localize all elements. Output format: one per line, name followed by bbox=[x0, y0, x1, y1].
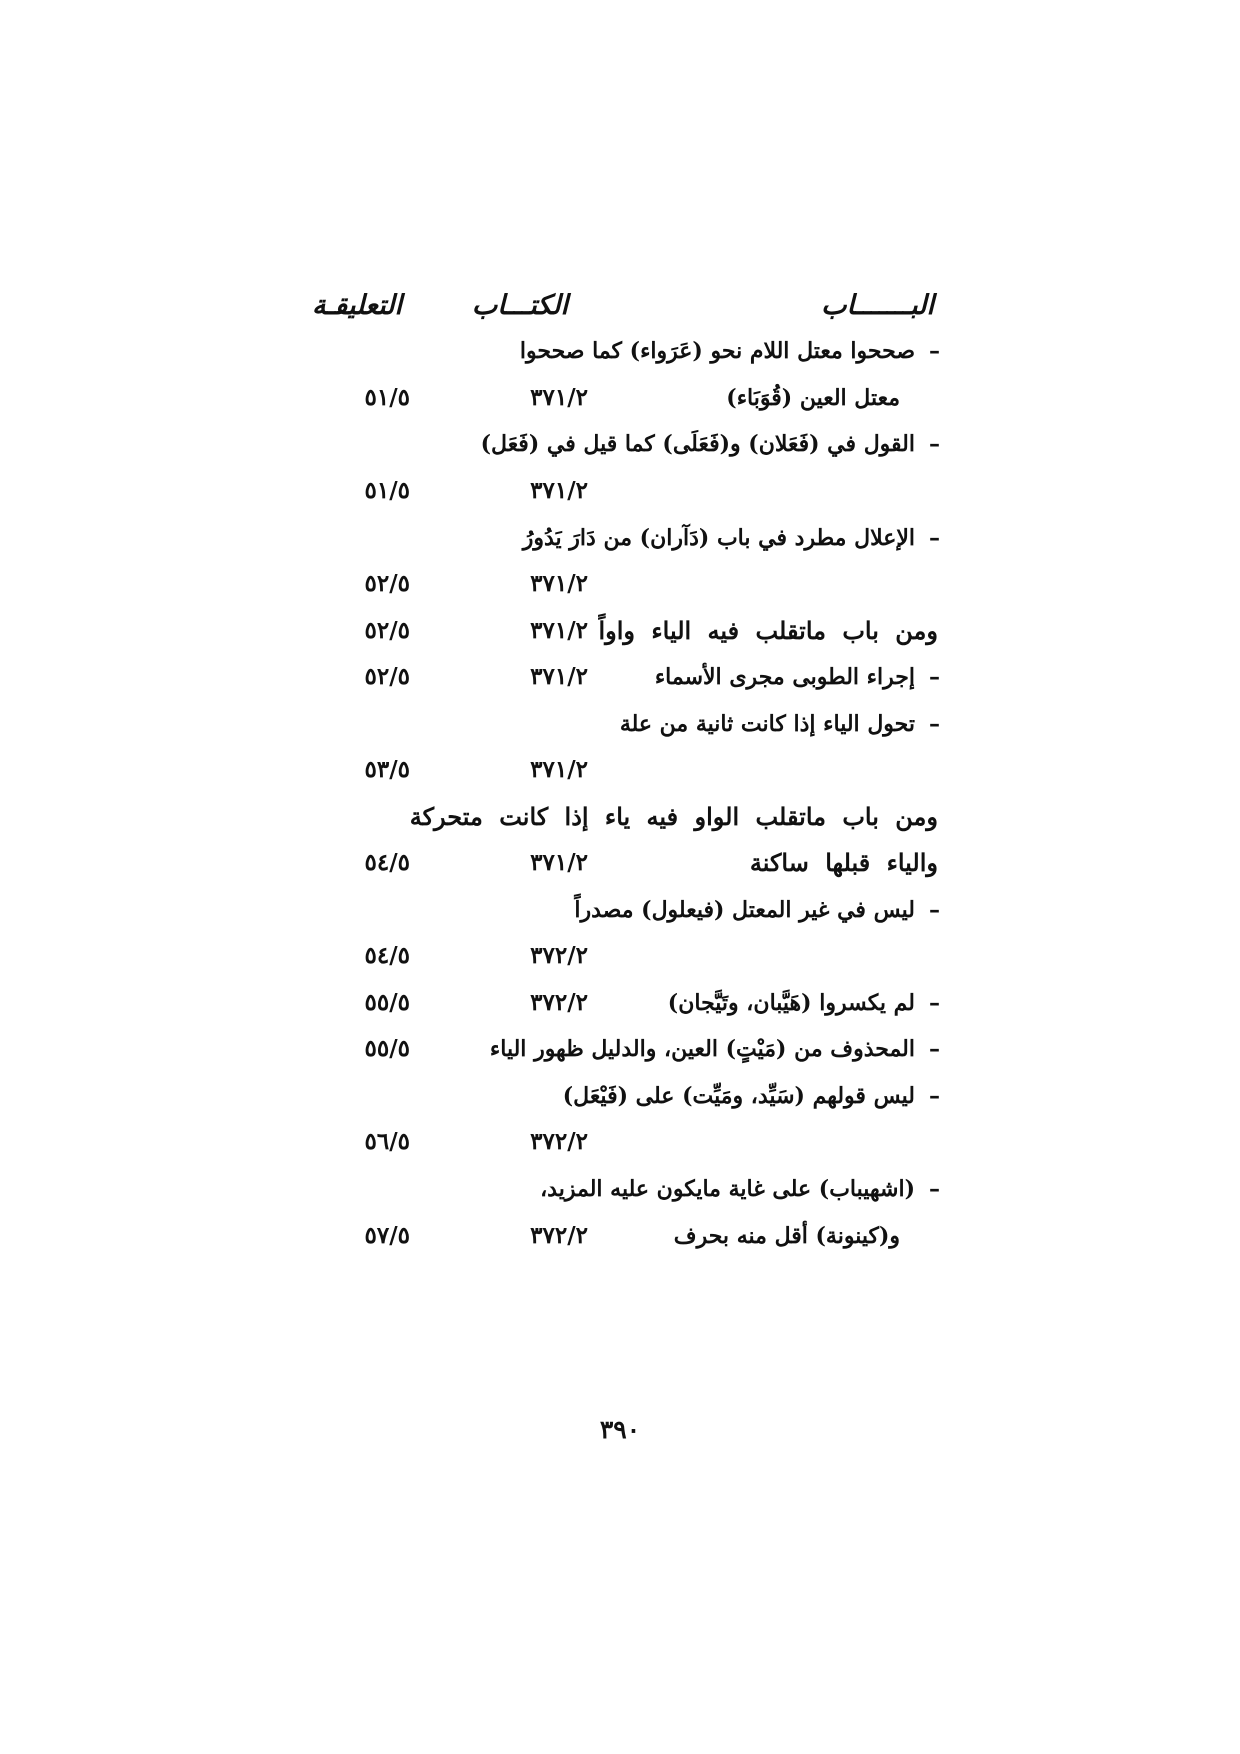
kitab-ref: ٣٧١/٢ bbox=[530, 384, 588, 411]
entry-text: إجراء الطوبى مجرى الأسماء bbox=[654, 664, 915, 690]
index-row bbox=[0, 1163, 1240, 1215]
dash-mark: – bbox=[929, 338, 940, 364]
index-row bbox=[0, 372, 1240, 424]
index-row bbox=[0, 1210, 1240, 1262]
entry-text: القول في (فَعَلان) و(فَعَلَى) كما قيل في (فَعَل) bbox=[480, 431, 915, 457]
taliqa-ref: ٥٥/٥ bbox=[364, 1035, 410, 1062]
kitab-ref: ٣٧٢/٢ bbox=[530, 1128, 588, 1155]
entry-text: (اشهيباب) على غاية مايكون عليه المزيد، bbox=[540, 1176, 915, 1202]
taliqa-ref: ٥١/٥ bbox=[364, 477, 410, 504]
row-text bbox=[668, 977, 940, 1029]
entry-text: ليس في غير المعتل (فيعلول) مصدراً bbox=[574, 897, 915, 923]
section-row bbox=[0, 791, 1240, 843]
index-row bbox=[0, 325, 1240, 377]
row-text bbox=[726, 372, 900, 424]
row-text bbox=[520, 325, 940, 377]
kitab-ref: ٣٧٢/٢ bbox=[530, 942, 588, 969]
entry-text: تحول الياء إذا كانت ثانية من علة bbox=[619, 711, 915, 737]
index-row bbox=[0, 884, 1240, 936]
header-bab: البـــــــاب bbox=[821, 290, 934, 321]
index-row bbox=[0, 418, 1240, 470]
row-text bbox=[481, 418, 940, 470]
index-row bbox=[0, 1070, 1240, 1122]
row-text bbox=[540, 1163, 940, 1215]
index-row bbox=[0, 465, 1240, 517]
dash-mark: – bbox=[929, 525, 940, 551]
kitab-ref: ٣٧١/٢ bbox=[530, 477, 588, 504]
index-row bbox=[0, 744, 1240, 796]
kitab-ref: ٣٧٢/٢ bbox=[530, 1222, 588, 1249]
row-text bbox=[620, 698, 940, 750]
section-heading: ومن باب ماتقلب فيه الياء واواً bbox=[598, 616, 938, 645]
row-text bbox=[523, 512, 940, 564]
taliqa-ref: ٥١/٥ bbox=[364, 384, 410, 411]
taliqa-ref: ٥٣/٥ bbox=[364, 756, 410, 783]
taliqa-ref: ٥٥/٥ bbox=[364, 989, 410, 1016]
entry-text: لم يكسروا (هَيَّبان، وتَيَّجان) bbox=[667, 990, 915, 1016]
index-row bbox=[0, 512, 1240, 564]
header-kitab: الكتـــاب bbox=[471, 290, 568, 321]
row-text bbox=[674, 1210, 900, 1262]
dash-mark: – bbox=[929, 1176, 940, 1202]
kitab-ref: ٣٧٢/٢ bbox=[530, 989, 588, 1016]
header-taliqa: التعليقـة bbox=[311, 290, 402, 321]
section-row bbox=[0, 837, 1240, 889]
kitab-ref: ٣٧١/٢ bbox=[530, 663, 588, 690]
dash-mark: – bbox=[929, 897, 940, 923]
dash-mark: – bbox=[929, 711, 940, 737]
section-row bbox=[0, 605, 1240, 657]
kitab-ref: ٣٧١/٢ bbox=[530, 570, 588, 597]
taliqa-ref: ٥٧/٥ bbox=[364, 1222, 410, 1249]
dash-mark: – bbox=[929, 1036, 940, 1062]
taliqa-ref: ٥٢/٥ bbox=[364, 617, 410, 644]
entry-text: معتل العين (قُوَبَاء) bbox=[726, 385, 900, 411]
kitab-ref: ٣٧١/٢ bbox=[530, 617, 588, 644]
dash-mark: – bbox=[929, 990, 940, 1016]
entry-text: الإعلال مطرد في باب (دَآران) من دَارَ يَدُورُ bbox=[522, 525, 915, 551]
section-heading: والياء قبلها ساكنة bbox=[749, 848, 938, 877]
dash-mark: – bbox=[929, 1083, 940, 1109]
index-row bbox=[0, 977, 1240, 1029]
row-text bbox=[574, 884, 940, 936]
taliqa-ref: ٥٤/٥ bbox=[364, 849, 410, 876]
entry-text: صححوا معتل اللام نحو (عَرَواء) كما صححوا bbox=[519, 338, 915, 364]
index-row bbox=[0, 930, 1240, 982]
row-text bbox=[655, 651, 940, 703]
taliqa-ref: ٥٢/٥ bbox=[364, 570, 410, 597]
kitab-ref: ٣٧١/٢ bbox=[530, 849, 588, 876]
index-row bbox=[0, 558, 1240, 610]
entry-text: و(كينونة) أقل منه بحرف bbox=[673, 1223, 900, 1249]
dash-mark: – bbox=[929, 664, 940, 690]
taliqa-ref: ٥٤/٥ bbox=[364, 942, 410, 969]
taliqa-ref: ٥٦/٥ bbox=[364, 1128, 410, 1155]
taliqa-ref: ٥٢/٥ bbox=[364, 663, 410, 690]
dash-mark: – bbox=[929, 431, 940, 457]
row-text bbox=[490, 1023, 940, 1075]
index-row bbox=[0, 651, 1240, 703]
kitab-ref: ٣٧١/٢ bbox=[530, 756, 588, 783]
index-row bbox=[0, 698, 1240, 750]
entry-text: المحذوف من (مَيْتٍ) العين، والدليل ظهور الياء bbox=[489, 1036, 915, 1062]
page-number: ٣٩٠ bbox=[599, 1415, 641, 1444]
entry-text: ليس قولهم (سَيِّد، ومَيِّت) على (فَيْعَل) bbox=[562, 1083, 915, 1109]
index-row bbox=[0, 1023, 1240, 1075]
section-heading: ومن باب ماتقلب الواو فيه ياء إذا كانت متحركة bbox=[409, 802, 938, 831]
index-row bbox=[0, 1116, 1240, 1168]
row-text bbox=[563, 1070, 940, 1122]
